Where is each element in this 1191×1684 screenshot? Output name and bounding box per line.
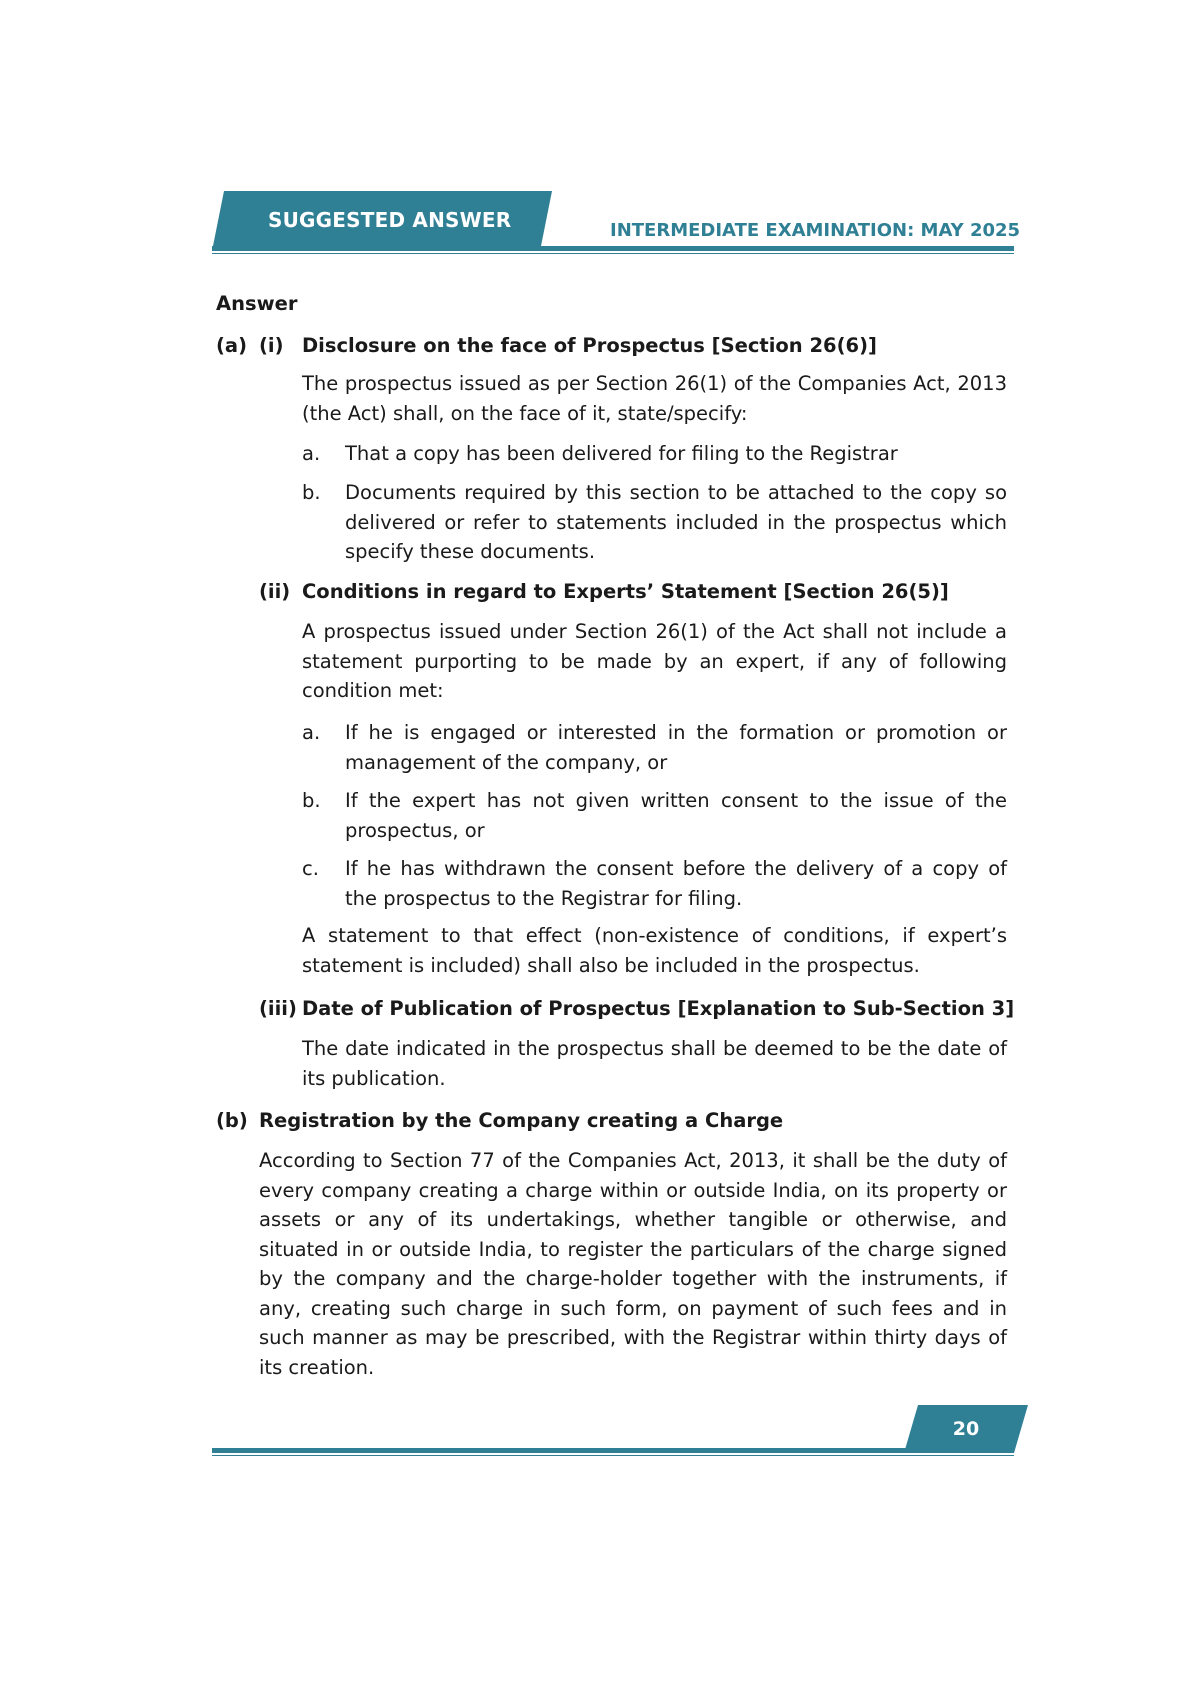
- list-item: That a copy has been delivered for filing to the Registrar: [345, 442, 898, 465]
- list-marker: b.: [302, 481, 321, 504]
- list-marker: a.: [302, 442, 321, 465]
- sub-iii-text: The date indicated in the prospectus shall be deemed to be the date of its publication.: [302, 1037, 1007, 1090]
- footer-rule-thin: [212, 1455, 1014, 1456]
- footer-rule: [212, 1448, 1014, 1453]
- page-number: 20: [952, 1418, 980, 1440]
- part-b-text: According to Section 77 of the Companies Act, 2013, it shall be the duty of every company creating a charge within or outside India, on its property or assets or any of its undertakings, whether tangible or otherwise, and situated in or outside India, to register the particulars of the charge signed by the company and the charge-holder together with the instruments, if any, creating such charge in such form, on payment of such fees and in such manner as may be prescribed, with the Registrar within thirty days of its creation.: [259, 1149, 1007, 1379]
- answer-heading: Answer: [216, 292, 298, 315]
- exam-title: INTERMEDIATE EXAMINATION: MAY 2025: [610, 220, 1021, 241]
- header-rule-thin: [212, 253, 1014, 254]
- sub-i-heading: Disclosure on the face of Prospectus [Section 26(6)]: [302, 334, 877, 357]
- sub-i-intro: The prospectus issued as per Section 26(1) of the Companies Act, 2013 (the Act) shall, on the face of it, state/specify:: [302, 372, 1007, 425]
- header-rule: [212, 246, 1014, 251]
- list-item: If he has withdrawn the consent before the delivery of a copy of the prospectus to the Registrar for filing.: [345, 857, 1007, 910]
- list-marker: a.: [302, 721, 321, 744]
- part-a-label: (a): [216, 334, 247, 357]
- list-marker: c.: [302, 857, 319, 880]
- sub-i-label: (i): [259, 334, 284, 357]
- sub-iii-heading: Date of Publication of Prospectus [Explanation to Sub-Section 3]: [302, 997, 1015, 1020]
- sub-iii-label: (iii): [259, 997, 297, 1020]
- header-tab-label: SUGGESTED ANSWER: [268, 208, 512, 232]
- sub-ii-heading: Conditions in regard to Experts’ Statement [Section 26(5)]: [302, 580, 949, 603]
- list-item: Documents required by this section to be attached to the copy so delivered or refer to statements included in the prospectus which specify these documents.: [345, 481, 1007, 563]
- list-marker: b.: [302, 789, 321, 812]
- sub-ii-label: (ii): [259, 580, 291, 603]
- sub-ii-intro: A prospectus issued under Section 26(1) of the Act shall not include a statement purporting to be made by an expert, if any of following condition met:: [302, 620, 1007, 702]
- list-item: If he is engaged or interested in the formation or promotion or management of the company, or: [345, 721, 1007, 774]
- list-item: If the expert has not given written consent to the issue of the prospectus, or: [345, 789, 1007, 842]
- part-b-heading: Registration by the Company creating a Charge: [259, 1109, 784, 1132]
- part-b-label: (b): [216, 1109, 248, 1132]
- sub-ii-closing: A statement to that effect (non-existence of conditions, if expert’s statement is included) shall also be included in the prospectus.: [302, 924, 1007, 977]
